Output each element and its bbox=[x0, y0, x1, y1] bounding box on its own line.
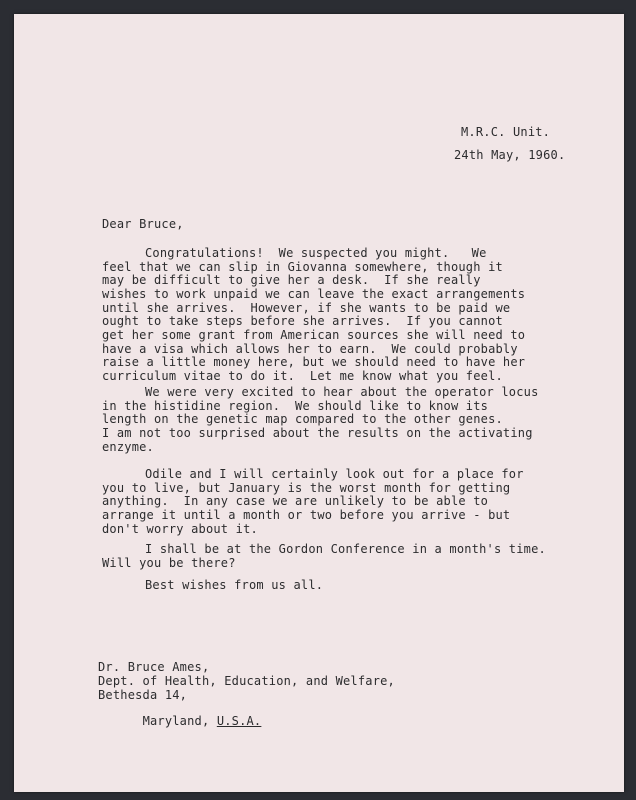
body-line: in the histidine region. We should like to know its bbox=[102, 399, 489, 413]
body-line: length on the genetic map compared to the other genes. bbox=[102, 412, 503, 426]
body-line: raise a little money here, but we should need to have her bbox=[102, 355, 526, 369]
body-line: Will you be there? bbox=[102, 556, 236, 570]
address-country: U.S.A. bbox=[216, 714, 262, 728]
body-line: until she arrives. However, if she wants to be paid we bbox=[102, 301, 511, 315]
body-line: get her some grant from American sources she will need to bbox=[102, 328, 526, 342]
address-state: Maryland, bbox=[142, 714, 217, 728]
body-line: enzyme. bbox=[102, 440, 154, 454]
address-dept: Dept. of Health, Education, and Welfare, bbox=[98, 674, 395, 688]
paragraph-5 bbox=[102, 578, 324, 615]
address-city: Bethesda 14, bbox=[98, 688, 188, 702]
letter-page bbox=[14, 14, 624, 792]
paragraph-1 bbox=[102, 246, 526, 391]
body-line: wishes to work unpaid we can leave the exact arrangements bbox=[102, 287, 526, 301]
body-line: ought to take steps before she arrives. If you cannot bbox=[102, 314, 503, 328]
body-line: arrange it until a month or two before you arrive - but bbox=[102, 508, 511, 522]
body-line: have a visa which allows her to earn. We could probably bbox=[102, 342, 518, 356]
body-line: feel that we can slip in Giovanna somewhere, though it bbox=[102, 260, 503, 274]
body-line: may be difficult to give her a desk. If she really bbox=[102, 273, 481, 287]
body-line: curriculum vitae to do it. Let me know what you feel. bbox=[102, 369, 503, 383]
body-line: We were very excited to hear about the operator locus bbox=[145, 385, 539, 399]
body-line: I shall be at the Gordon Conference in a month's time. bbox=[145, 542, 546, 556]
body-line: you to live, but January is the worst month for getting bbox=[102, 481, 511, 495]
body-line: Congratulations! We suspected you might. We bbox=[145, 246, 487, 260]
address-name: Dr. Bruce Ames, bbox=[98, 660, 210, 674]
body-line: I am not too surprised about the results on the activating bbox=[102, 426, 533, 440]
paragraph-2 bbox=[102, 385, 539, 470]
address-state-line bbox=[98, 703, 261, 739]
closing-line: Best wishes from us all. bbox=[145, 578, 324, 592]
header-date: 24th May, 1960. bbox=[454, 148, 566, 162]
body-line: anything. In any case we are unlikely to be able to bbox=[102, 494, 489, 508]
salutation: Dear Bruce, bbox=[102, 217, 184, 231]
address-block bbox=[98, 660, 395, 733]
body-line: Odile and I will certainly look out for a place for bbox=[145, 467, 524, 481]
header-unit: M.R.C. Unit. bbox=[461, 125, 551, 139]
body-line: don't worry about it. bbox=[102, 522, 258, 536]
